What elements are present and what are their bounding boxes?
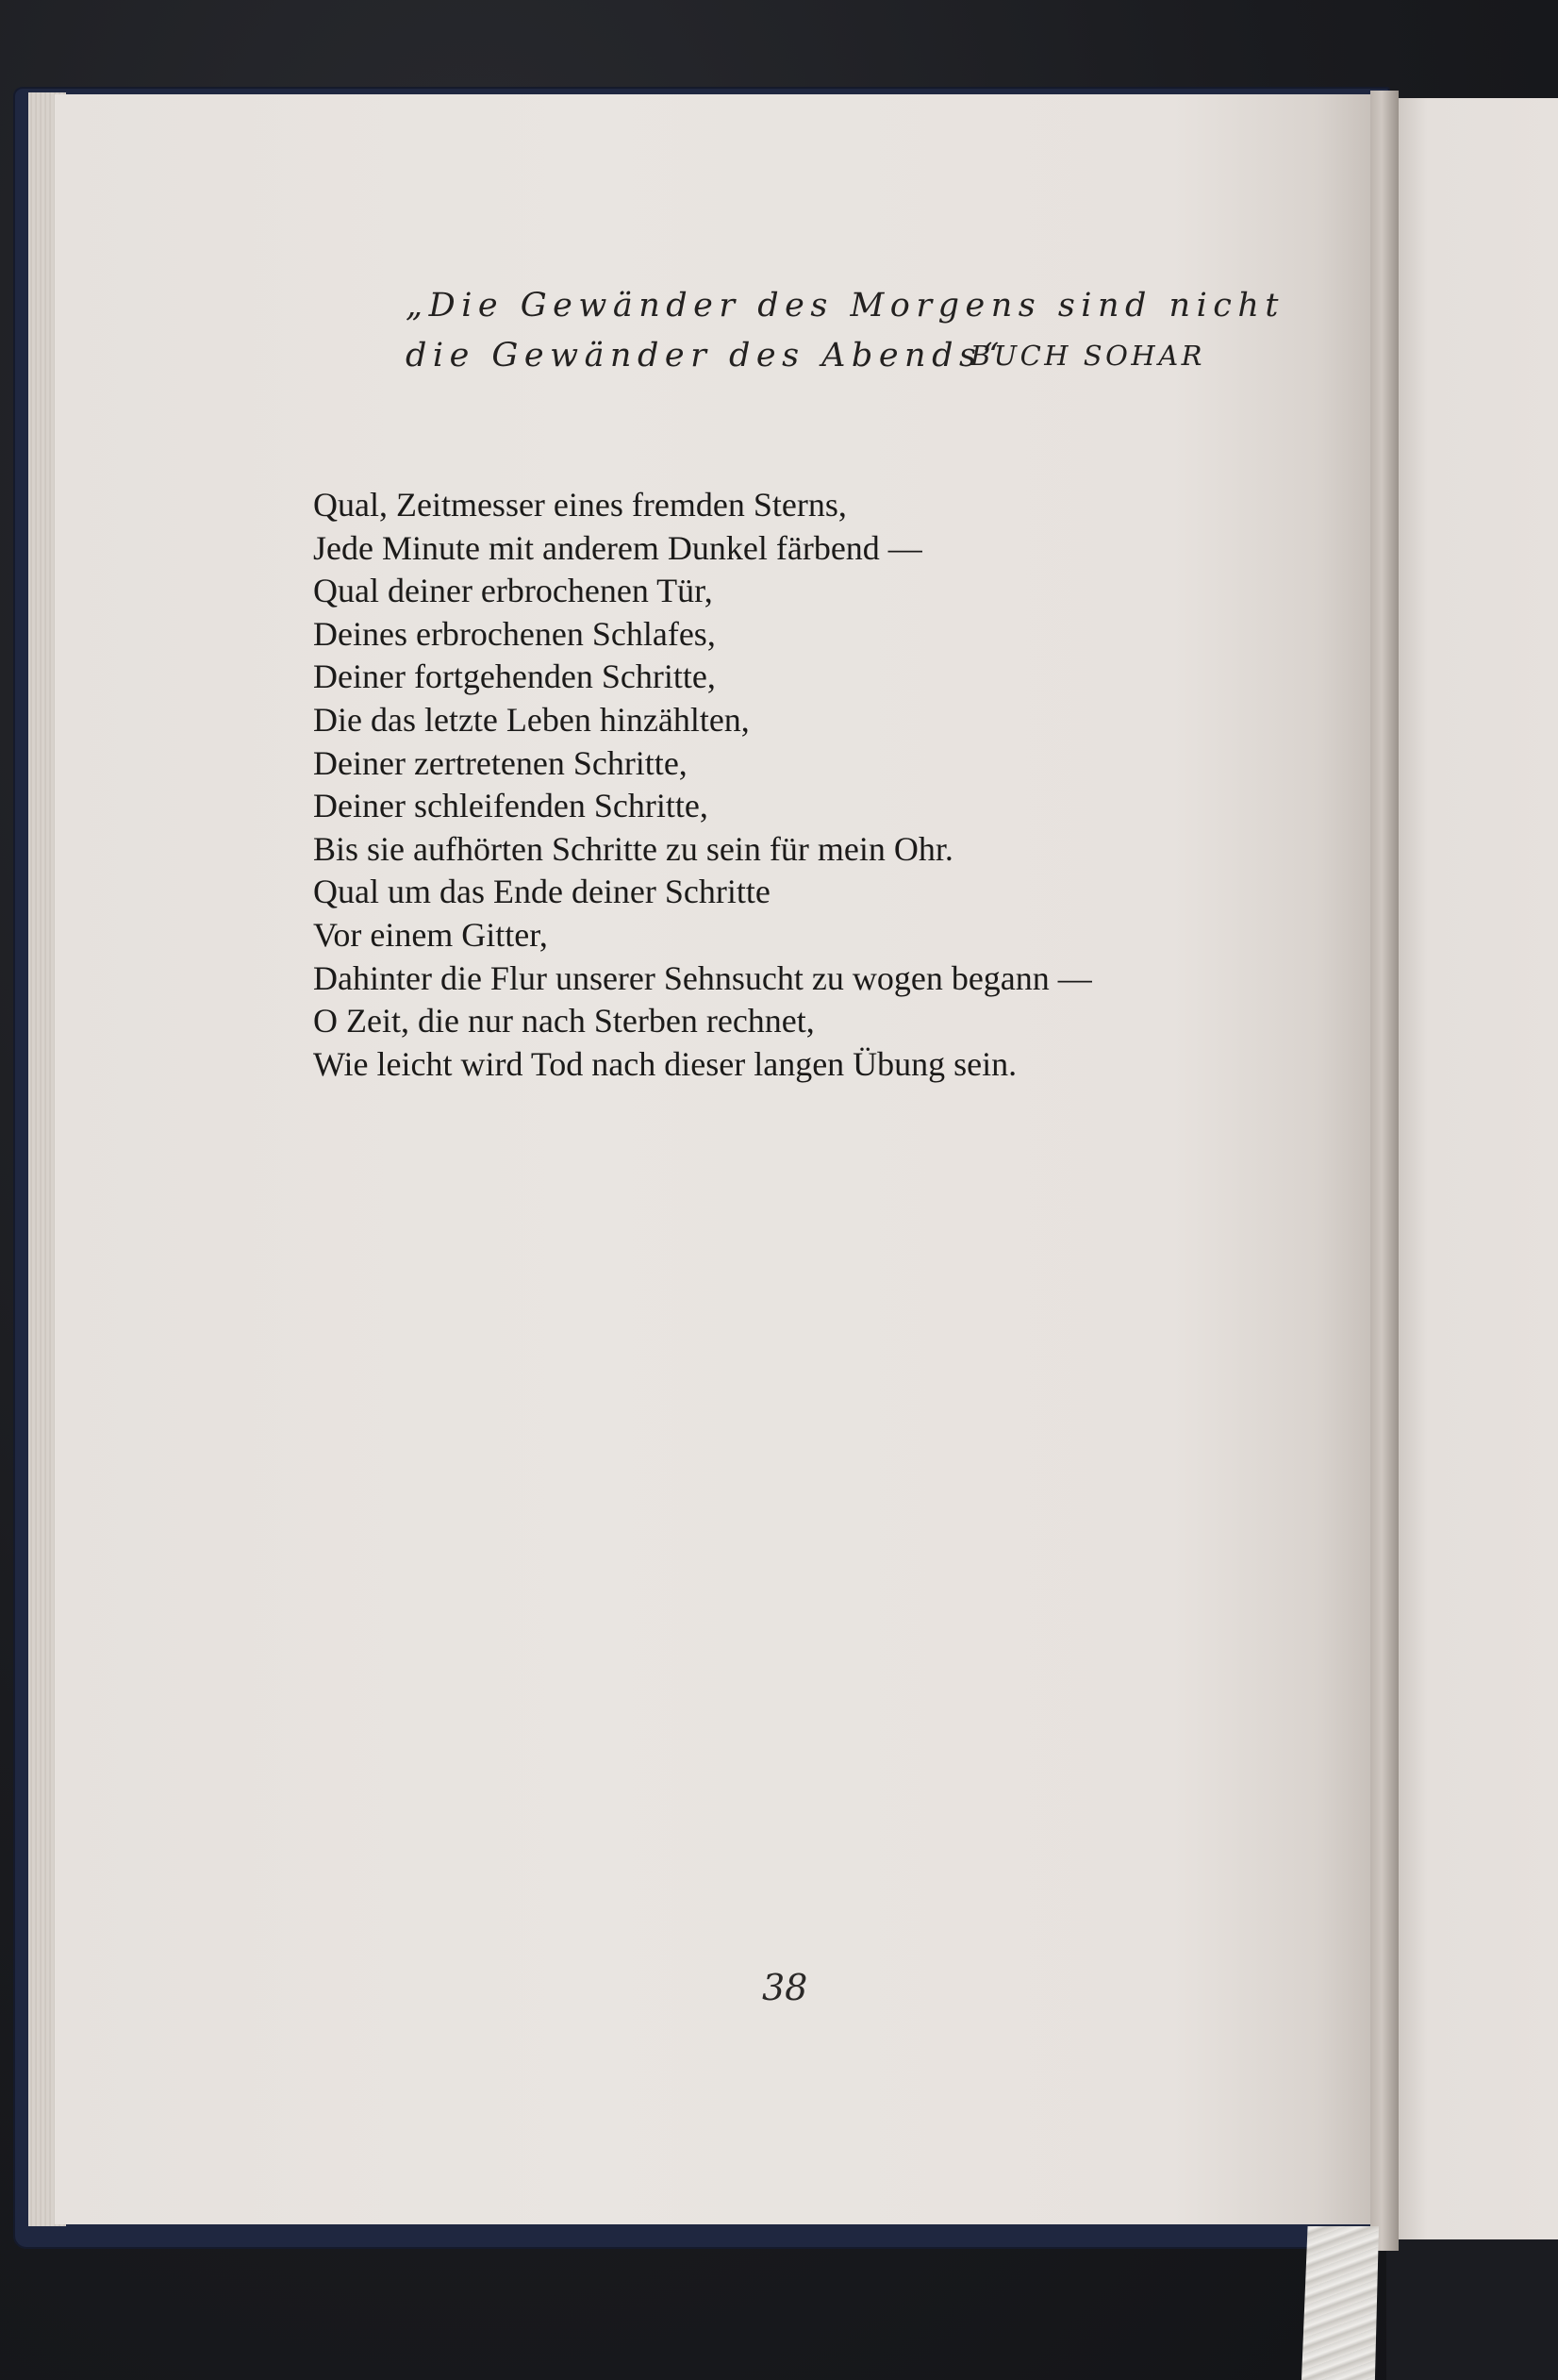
bookmark-ribbon <box>1301 2226 1379 2380</box>
book-page <box>55 94 1370 2224</box>
poem-line: Bis sie aufhörten Schritte zu sein für mein Ohr. <box>313 829 953 868</box>
poem-line: Vor einem Gitter, <box>313 915 548 954</box>
poem-line: Qual deiner erbrochenen Tür, <box>313 572 713 610</box>
epigraph-line: „Die Gewänder des Morgens sind nicht <box>406 287 1285 325</box>
poem-line: Deines erbrochenen Schlafes, <box>313 614 716 653</box>
poem-line: Wie leicht wird Tod nach dieser langen Übung sein. <box>313 1044 1018 1083</box>
poem <box>313 484 1256 1086</box>
poem-line: Deiner schleifenden Schritte, <box>313 787 708 825</box>
poem-line: Jede Minute mit anderem Dunkel färbend — <box>313 528 922 567</box>
poem-line: Qual, Zeitmesser eines fremden Sterns, <box>313 486 847 524</box>
page-number: 38 <box>762 1967 808 2008</box>
poem-line: O Zeit, die nur nach Sterben rechnet, <box>313 1002 815 1040</box>
poem-line: Qual um das Ende deiner Schritte <box>313 873 771 911</box>
epigraph <box>406 281 1285 381</box>
poem-line: Dahinter die Flur unserer Sehnsucht zu wogen begann — <box>313 958 1092 997</box>
epigraph-source: BUCH SOHAR <box>970 340 1205 372</box>
poem-line: Die das letzte Leben hinzählten, <box>313 700 750 739</box>
book-gutter <box>1370 91 1399 2251</box>
poem-line: Deiner fortgehenden Schritte, <box>313 657 716 696</box>
right-cover <box>1386 2239 1558 2380</box>
right-page <box>1399 98 1558 2239</box>
poem-line: Deiner zertretenen Schritte, <box>313 743 688 782</box>
epigraph-line: die Gewänder des Abends“ <box>406 337 1005 374</box>
